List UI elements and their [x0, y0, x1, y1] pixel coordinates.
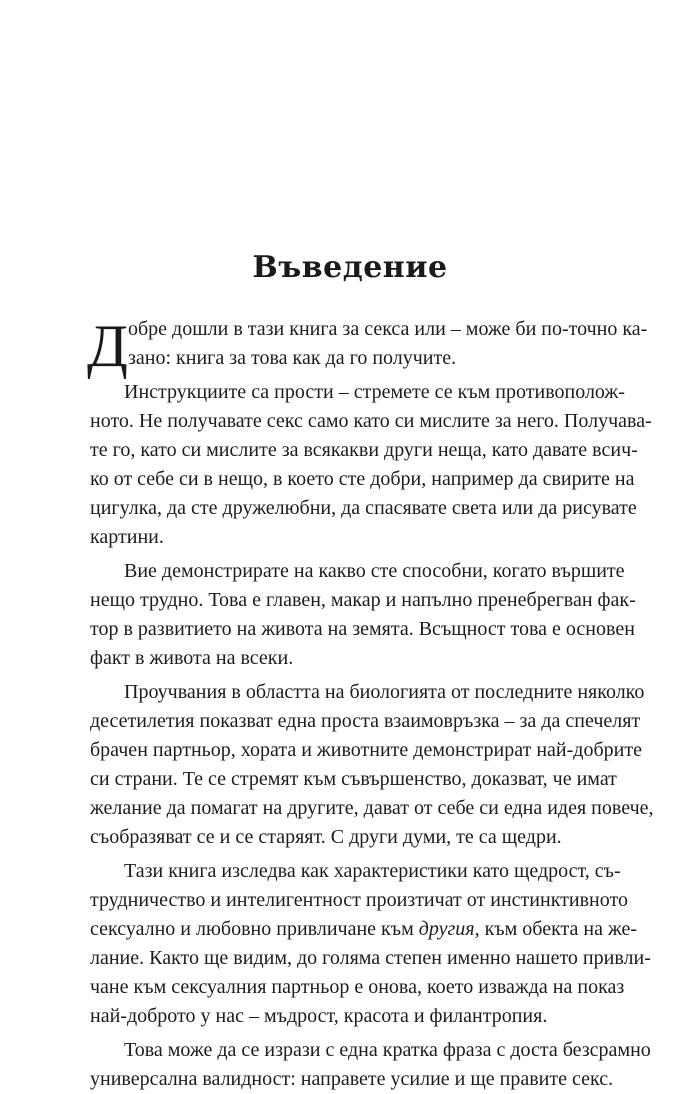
emphasized-word: другия,: [418, 918, 480, 940]
paragraph-1: [90, 315, 648, 373]
text-line: Тази книга изследва как характеристики като щедрост, съ-: [124, 860, 621, 882]
text-line: зано: книга за това как да го получите.: [128, 347, 457, 369]
text-line: си страни. Те се стремят към съвършенство, доказват, че имат: [90, 768, 617, 790]
text-line: ко от себе си в нещо, в което сте добри, например да свирите на: [90, 468, 635, 490]
text-line: Проучвания в областта на биологията от последните няколко: [124, 681, 645, 703]
text-line: цигулка, да сте дружелюбни, да спасявате света или да рисувате: [90, 497, 637, 519]
text-line: съобразяват се и се старяят. С други думи, те са щедри.: [90, 826, 562, 848]
paragraph-4: [90, 678, 654, 852]
body-text: [87, 313, 654, 1094]
text-line: желание да помагат на другите, дават от себе си една идея повече,: [90, 797, 654, 819]
text-line: Инструкциите са прости – стремете се към противополож-: [124, 381, 625, 403]
text-line: Това може да се изрази с една кратка фраза с доста безсрамно: [124, 1039, 651, 1061]
text-line: те го, като си мислите за всякакви други неща, като давате всич-: [90, 439, 638, 461]
text-line: десетилетия показват една проста взаимовръзка – за да спечелят: [90, 710, 641, 732]
paragraph-6: [90, 1036, 651, 1094]
text-line: ното. Не получавате секс само като си мислите за него. Получава-: [90, 410, 652, 432]
text-line: универсална валидност: направете усилие и ще правите секс.: [90, 1068, 614, 1090]
paragraph-5: [90, 857, 651, 1031]
text-line: Вие демонстрирате на какво сте способни, когато вършите: [124, 560, 625, 582]
text-line: трудничество и интелигентност произтичат от инстинктивното: [90, 889, 628, 911]
text-line: лание. Както ще видим, до голяма степен именно нашето привли-: [90, 947, 651, 969]
paragraph-3: [90, 557, 636, 673]
chapter-title: Въведение: [252, 250, 448, 285]
text-line: тор в развитието на живота на земята. Всъщност това е основен: [90, 618, 635, 640]
drop-cap: Д: [87, 313, 128, 379]
text-line: факт в живота на всеки.: [90, 647, 294, 669]
text-line: чане към сексуалния партньор е онова, което изважда на показ: [90, 976, 625, 998]
text-line: сексуално и любовно привличане към другия, към обекта на же-: [90, 918, 638, 940]
text-line: брачен партньор, хората и животните демонстрират най-добрите: [90, 739, 642, 761]
text-line: обре дошли в тази книга за секса или – може би по-точно ка-: [128, 318, 648, 340]
text-line: най-доброто у нас – мъдрост, красота и филантропия.: [90, 1005, 548, 1027]
paragraph-2: [90, 378, 652, 552]
text-line: картини.: [90, 526, 164, 548]
text-line: нещо трудно. Това е главен, макар и напълно пренебрегван фак-: [90, 589, 636, 611]
